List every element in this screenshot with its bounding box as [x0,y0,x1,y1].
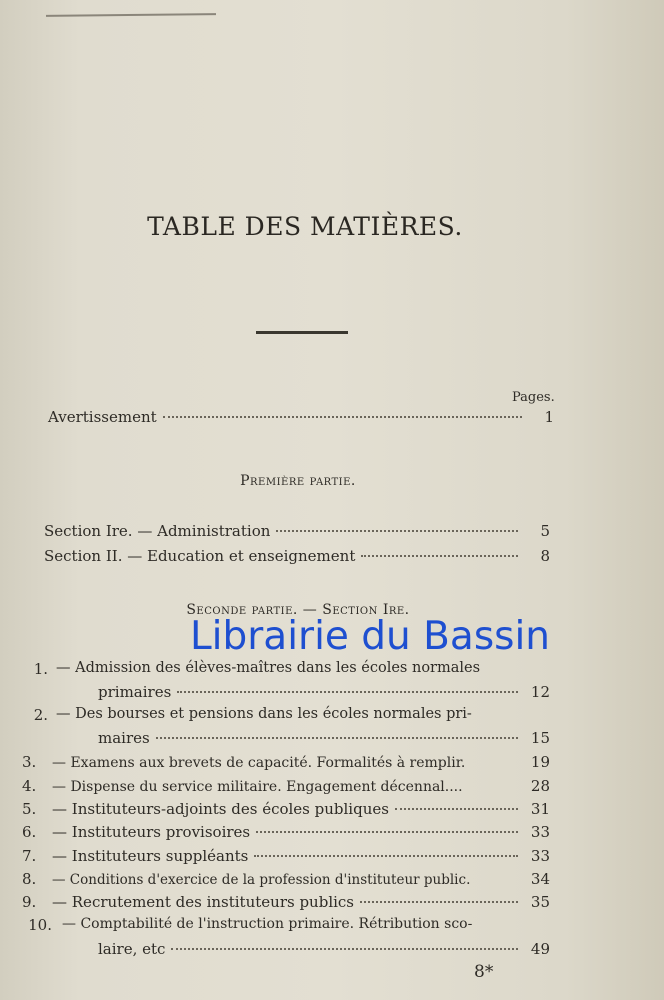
toc-label: — Instituteurs provisoires [52,823,251,841]
toc-entry [22,753,550,771]
title-rule [256,331,348,334]
toc-label: primaires [98,683,172,701]
dot-leader [256,830,518,833]
toc-page: 33 [530,823,550,841]
toc-entry [22,800,550,818]
dot-leader [361,554,518,557]
toc-entry-text: — Des bourses et pensions dans les écoles normales pri- [56,706,472,722]
toc-page: 8 [540,547,550,565]
toc-label: — Examens aux brevets de capacité. Formalités à remplir. [52,755,466,771]
watermark-text: Librairie du Bassin [189,614,551,659]
toc-page: 33 [530,847,550,865]
toc-entry-text: — Admission des élèves-maîtres dans les écoles normales [56,660,481,676]
toc-label: — Recrutement des instituteurs publics [52,893,355,911]
toc-label: maires [98,729,150,747]
toc-entry-number: 8. [22,870,37,888]
dot-leader [171,947,518,950]
dot-leader [156,736,518,739]
toc-label: laire, etc [98,940,166,958]
toc-label: — Dispense du service militaire. Engagement décennal.... [52,779,463,795]
pages-column-header: Pages. [512,390,555,405]
toc-entry-continuation [98,940,550,958]
toc-page: 31 [530,800,550,818]
toc-entry [22,893,550,911]
toc-page: 15 [530,729,550,747]
toc-entry-number: 9. [22,893,37,911]
toc-label: Avertissement [48,408,157,426]
top-rule [46,13,216,17]
toc-page: 49 [530,940,550,958]
toc-page: 28 [530,777,550,795]
dot-leader [360,900,518,903]
signature-mark: 8* [474,962,494,982]
toc-label: — Instituteurs-adjoints des écoles publiques [52,800,389,818]
toc-page: 1 [544,408,554,426]
toc-entry [22,870,550,888]
toc-entry-number: 3. [22,753,37,771]
dot-leader [177,690,518,693]
toc-entry-text: — Comptabilité de l'instruction primaire. Rétribution sco- [62,916,473,932]
page-paper: TABLE DES MATIÈRES. Pages. Avertissement 1 Première partie. Section Ire. — Administration 5 Section II. — Education et enseignement 8 Seconde partie. — Section Ire. 1. — Admission des élèves-maîtres dans les écoles normales primaires 12 2. — Des bourses et pensions dans les écoles normales pri- maires 15 3. — Examens aux brevets de capacité. Formalités à remplir. 19 4. — Dispense du service militaire. Engagement décennal.... 28 5. — Instituteurs-adjoints des écoles publiques 31 6. — Instituteurs provisoires 33 7. — Instituteurs suppléants 33 8. — Conditions d'exercice de la profession d'instituteur public. 34 9. — Recrutement des instituteurs publics 35 10. — Comptabilité de l'instruction primaire. Rétribution sco- laire, etc 49 8* Librairie du Bassin [0,0,664,1000]
toc-avertissement [48,408,554,426]
dot-leader [254,854,518,857]
toc-entry [44,522,550,540]
toc-entry-number: 4. [22,777,37,795]
toc-entry [44,547,550,565]
toc-entry-number: 7. [22,847,37,865]
toc-label: Section II. — Education et enseignement [44,547,356,565]
toc-label: — Instituteurs suppléants [52,847,249,865]
toc-entry [22,823,550,841]
toc-entry [22,777,550,795]
dot-leader [163,415,522,418]
part2-heading: Seconde partie. — Section Ire. [186,602,410,618]
toc-page: 35 [530,893,550,911]
toc-page: 19 [530,753,550,771]
toc-page: 34 [530,870,550,888]
toc-label: — Conditions d'exercice de la profession d'instituteur public. [52,872,471,888]
toc-entry-number: 5. [22,800,37,818]
toc-entry-continuation [98,729,550,747]
toc-label: Section Ire. — Administration [44,522,271,540]
part1-heading: Première partie. [240,473,356,489]
toc-entry-number: 6. [22,823,37,841]
dot-leader [276,529,518,532]
page-title: TABLE DES MATIÈRES. [147,212,463,241]
toc-entry-continuation [98,683,550,701]
dot-leader [395,807,518,810]
toc-page: 5 [540,522,550,540]
toc-page: 12 [530,683,550,701]
toc-entry [22,847,550,865]
